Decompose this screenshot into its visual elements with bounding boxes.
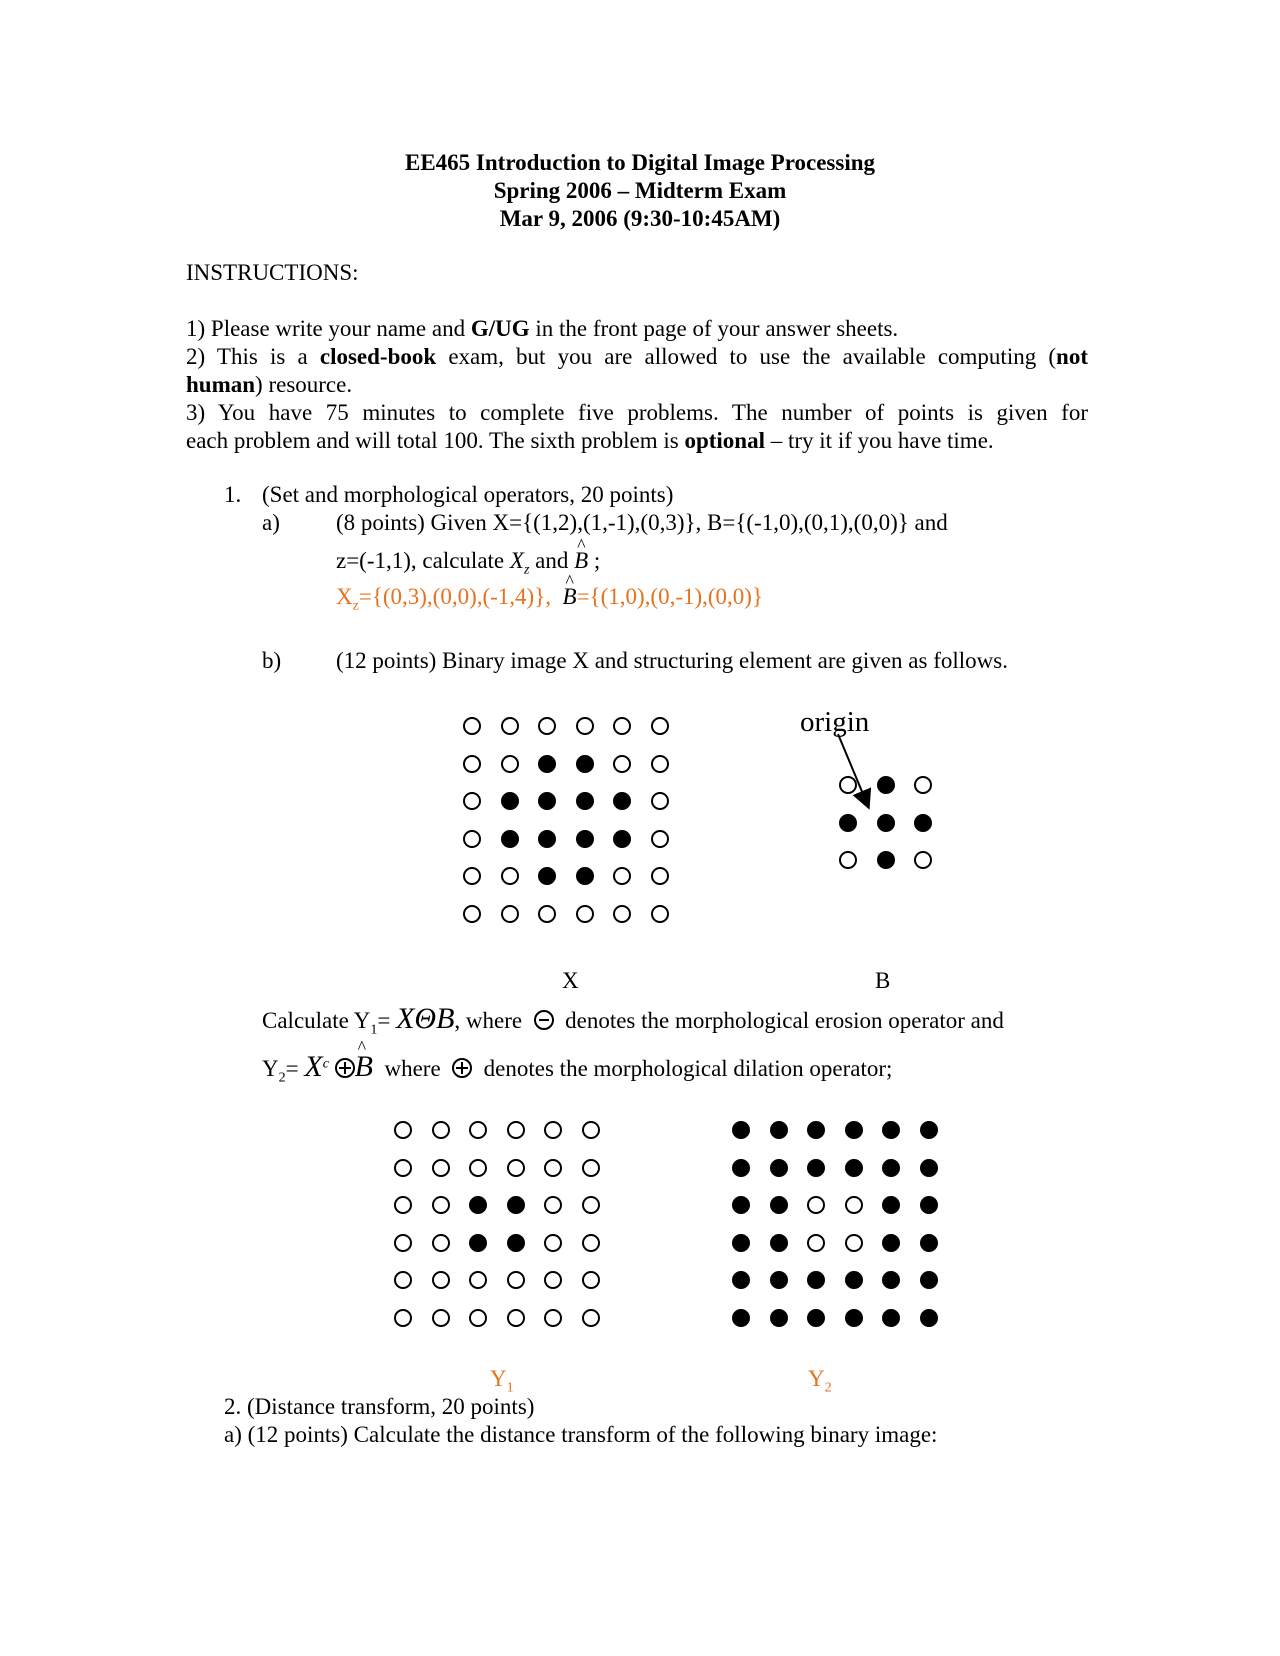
calc-line-2: $Y_2= X^c$ ^ B where denotes the morphological dilation operator;	[262, 1050, 892, 1087]
filled-dot-Y2-1-2	[807, 1159, 825, 1177]
filled-dot-Y2-5-3	[845, 1309, 863, 1327]
filled-dot-X-4-3	[576, 867, 594, 885]
empty-dot-Y1-4-3	[507, 1271, 525, 1289]
filled-dot-Y2-1-0	[732, 1159, 750, 1177]
empty-dot-Y1-5-1	[432, 1309, 450, 1327]
empty-dot-Y1-1-5	[582, 1159, 600, 1177]
filled-dot-Y2-5-2	[807, 1309, 825, 1327]
empty-dot-Y1-2-5	[582, 1196, 600, 1214]
empty-dot-Y1-4-5	[582, 1271, 600, 1289]
empty-dot-Y1-0-5	[582, 1121, 600, 1139]
empty-dot-Y1-1-0	[394, 1159, 412, 1177]
empty-dot-Y1-5-3	[507, 1309, 525, 1327]
filled-dot-Y2-4-4	[882, 1271, 900, 1289]
problem-1-title: (Set and morphological operators, 20 points)	[262, 482, 674, 507]
label-B: B	[875, 968, 891, 993]
filled-dot-X-3-1	[501, 830, 519, 848]
empty-dot-X-5-4	[613, 905, 631, 923]
filled-dot-Y1-2-3	[507, 1196, 525, 1214]
problem-1a-line1: (8 points) Given X={(1,2),(1,-1),(0,3)}, B={(-1,0),(0,1),(0,0)} and	[336, 510, 948, 535]
empty-dot-X-4-4	[613, 867, 631, 885]
empty-dot-Y1-5-4	[544, 1309, 562, 1327]
problem-1a-line2: z=(-1,1), calculate $X_z$ and ^ B ;	[336, 548, 600, 579]
empty-dot-X-0-4	[613, 717, 631, 735]
origin-arrow	[820, 732, 880, 812]
filled-dot-Y2-1-3	[845, 1159, 863, 1177]
origin-label: origin	[800, 706, 870, 738]
label-Y2: $Y_2$	[808, 1366, 832, 1396]
empty-dot-X-5-2	[538, 905, 556, 923]
empty-dot-Y2-2-3	[845, 1196, 863, 1214]
filled-dot-Y2-3-0	[732, 1234, 750, 1252]
empty-dot-X-5-3	[576, 905, 594, 923]
course-title: EE465 Introduction to Digital Image Processing	[404, 150, 876, 175]
filled-dot-Y2-4-3	[845, 1271, 863, 1289]
empty-dot-B-2-2	[914, 851, 932, 869]
filled-dot-Y2-5-1	[770, 1309, 788, 1327]
empty-dot-Y1-0-2	[469, 1121, 487, 1139]
problem-2a-text: a) (12 points) Calculate the distance transform of the following binary image:	[224, 1422, 938, 1447]
filled-dot-Y2-4-5	[920, 1271, 938, 1289]
empty-dot-Y1-1-1	[432, 1159, 450, 1177]
empty-dot-Y1-0-3	[507, 1121, 525, 1139]
empty-dot-X-4-5	[651, 867, 669, 885]
instruction-3-line2: each problem and will total 100. The sixth problem is optional – try it if you have time.	[186, 428, 994, 453]
empty-dot-Y1-1-4	[544, 1159, 562, 1177]
empty-dot-X-5-1	[501, 905, 519, 923]
empty-dot-X-1-0	[463, 755, 481, 773]
empty-dot-Y1-5-5	[582, 1309, 600, 1327]
empty-dot-X-1-1	[501, 755, 519, 773]
empty-dot-X-4-0	[463, 867, 481, 885]
empty-dot-Y2-2-2	[807, 1196, 825, 1214]
filled-dot-Y2-3-1	[770, 1234, 788, 1252]
empty-dot-X-1-5	[651, 755, 669, 773]
filled-dot-Y2-3-4	[882, 1234, 900, 1252]
empty-dot-Y1-4-1	[432, 1271, 450, 1289]
empty-dot-B-0-0	[839, 776, 857, 794]
problem-1-number: 1.	[224, 482, 242, 507]
empty-dot-X-0-1	[501, 717, 519, 735]
empty-dot-Y1-1-2	[469, 1159, 487, 1177]
filled-dot-Y2-2-4	[882, 1196, 900, 1214]
filled-dot-X-2-1	[501, 792, 519, 810]
empty-dot-X-2-0	[463, 792, 481, 810]
empty-dot-Y1-0-1	[432, 1121, 450, 1139]
filled-dot-Y2-0-0	[732, 1121, 750, 1139]
filled-dot-B-0-1	[877, 776, 895, 794]
filled-dot-X-4-2	[538, 867, 556, 885]
empty-dot-X-3-5	[651, 830, 669, 848]
filled-dot-Y2-2-1	[770, 1196, 788, 1214]
empty-dot-Y1-2-4	[544, 1196, 562, 1214]
filled-dot-Y1-3-3	[507, 1234, 525, 1252]
filled-dot-Y2-3-5	[920, 1234, 938, 1252]
empty-dot-X-4-1	[501, 867, 519, 885]
filled-dot-Y2-5-5	[920, 1309, 938, 1327]
empty-dot-Y1-5-2	[469, 1309, 487, 1327]
filled-dot-B-1-0	[839, 814, 857, 832]
filled-dot-Y2-1-5	[920, 1159, 938, 1177]
dilation-symbol-icon	[335, 1058, 355, 1078]
filled-dot-Y2-2-0	[732, 1196, 750, 1214]
problem-1b-text: (12 points) Binary image X and structuring element are given as follows.	[336, 648, 1008, 673]
filled-dot-Y2-4-1	[770, 1271, 788, 1289]
empty-dot-B-0-2	[914, 776, 932, 794]
empty-dot-X-0-3	[576, 717, 594, 735]
empty-dot-Y1-3-4	[544, 1234, 562, 1252]
filled-dot-B-1-2	[914, 814, 932, 832]
erosion-symbol-icon	[534, 1010, 554, 1030]
instructions-heading: INSTRUCTIONS:	[186, 260, 359, 285]
filled-dot-Y2-0-1	[770, 1121, 788, 1139]
filled-dot-Y2-1-4	[882, 1159, 900, 1177]
exam-date: Mar 9, 2006 (9:30-10:45AM)	[499, 206, 781, 231]
empty-dot-Y1-0-4	[544, 1121, 562, 1139]
filled-dot-X-2-3	[576, 792, 594, 810]
empty-dot-X-0-5	[651, 717, 669, 735]
filled-dot-Y2-5-0	[732, 1309, 750, 1327]
filled-dot-Y2-1-1	[770, 1159, 788, 1177]
filled-dot-Y2-5-4	[882, 1309, 900, 1327]
empty-dot-X-0-2	[538, 717, 556, 735]
filled-dot-Y1-3-2	[469, 1234, 487, 1252]
problem-1a-label: a)	[262, 510, 280, 535]
empty-dot-Y1-1-3	[507, 1159, 525, 1177]
filled-dot-B-1-1	[877, 814, 895, 832]
filled-dot-Y2-4-0	[732, 1271, 750, 1289]
filled-dot-Y2-2-5	[920, 1196, 938, 1214]
filled-dot-X-2-4	[613, 792, 631, 810]
empty-dot-Y1-3-0	[394, 1234, 412, 1252]
instruction-1: 1) Please write your name and G/UG in the front page of your answer sheets.	[186, 316, 899, 341]
empty-dot-X-2-5	[651, 792, 669, 810]
empty-dot-Y1-2-0	[394, 1196, 412, 1214]
calc-line-1: Calculate $Y_1= X\Theta B$, where denotes the morphological erosion operator and	[262, 1002, 1004, 1038]
empty-dot-Y1-0-0	[394, 1121, 412, 1139]
filled-dot-X-1-2	[538, 755, 556, 773]
instruction-2-line1: 2) This is a closed-book exam, but you are allowed to use the available computing (not	[186, 344, 1088, 369]
empty-dot-Y1-2-1	[432, 1196, 450, 1214]
empty-dot-X-0-0	[463, 717, 481, 735]
filled-dot-Y2-0-5	[920, 1121, 938, 1139]
label-X: X	[562, 968, 579, 993]
filled-dot-Y2-0-3	[845, 1121, 863, 1139]
filled-dot-X-3-3	[576, 830, 594, 848]
empty-dot-Y2-3-3	[845, 1234, 863, 1252]
problem-2-title: 2. (Distance transform, 20 points)	[224, 1394, 535, 1419]
empty-dot-X-1-4	[613, 755, 631, 773]
problem-1a-answer: $X_z=\{(0,3),(0,0),(-1,4)\}$, ^ B={(1,0),(0,-1),(0,0)}	[336, 584, 763, 615]
filled-dot-B-2-1	[877, 851, 895, 869]
empty-dot-B-2-0	[839, 851, 857, 869]
empty-dot-Y1-4-2	[469, 1271, 487, 1289]
label-Y1: $Y_1$	[490, 1366, 514, 1396]
empty-dot-Y1-3-5	[582, 1234, 600, 1252]
empty-dot-Y1-4-0	[394, 1271, 412, 1289]
filled-dot-X-3-4	[613, 830, 631, 848]
empty-dot-X-5-0	[463, 905, 481, 923]
filled-dot-X-1-3	[576, 755, 594, 773]
filled-dot-Y2-4-2	[807, 1271, 825, 1289]
exam-title: Spring 2006 – Midterm Exam	[493, 178, 787, 203]
empty-dot-Y2-3-2	[807, 1234, 825, 1252]
instruction-3-line1: 3) You have 75 minutes to complete five problems. The number of points is given for	[186, 400, 1088, 425]
empty-dot-X-3-0	[463, 830, 481, 848]
empty-dot-X-5-5	[651, 905, 669, 923]
filled-dot-Y2-0-2	[807, 1121, 825, 1139]
filled-dot-Y1-2-2	[469, 1196, 487, 1214]
empty-dot-Y1-5-0	[394, 1309, 412, 1327]
filled-dot-X-2-2	[538, 792, 556, 810]
filled-dot-X-3-2	[538, 830, 556, 848]
dilation-symbol-icon-2	[452, 1058, 472, 1078]
empty-dot-Y1-4-4	[544, 1271, 562, 1289]
empty-dot-Y1-3-1	[432, 1234, 450, 1252]
problem-1b-label: b)	[262, 648, 282, 673]
filled-dot-Y2-0-4	[882, 1121, 900, 1139]
instruction-2-line2: human) resource.	[186, 372, 353, 397]
